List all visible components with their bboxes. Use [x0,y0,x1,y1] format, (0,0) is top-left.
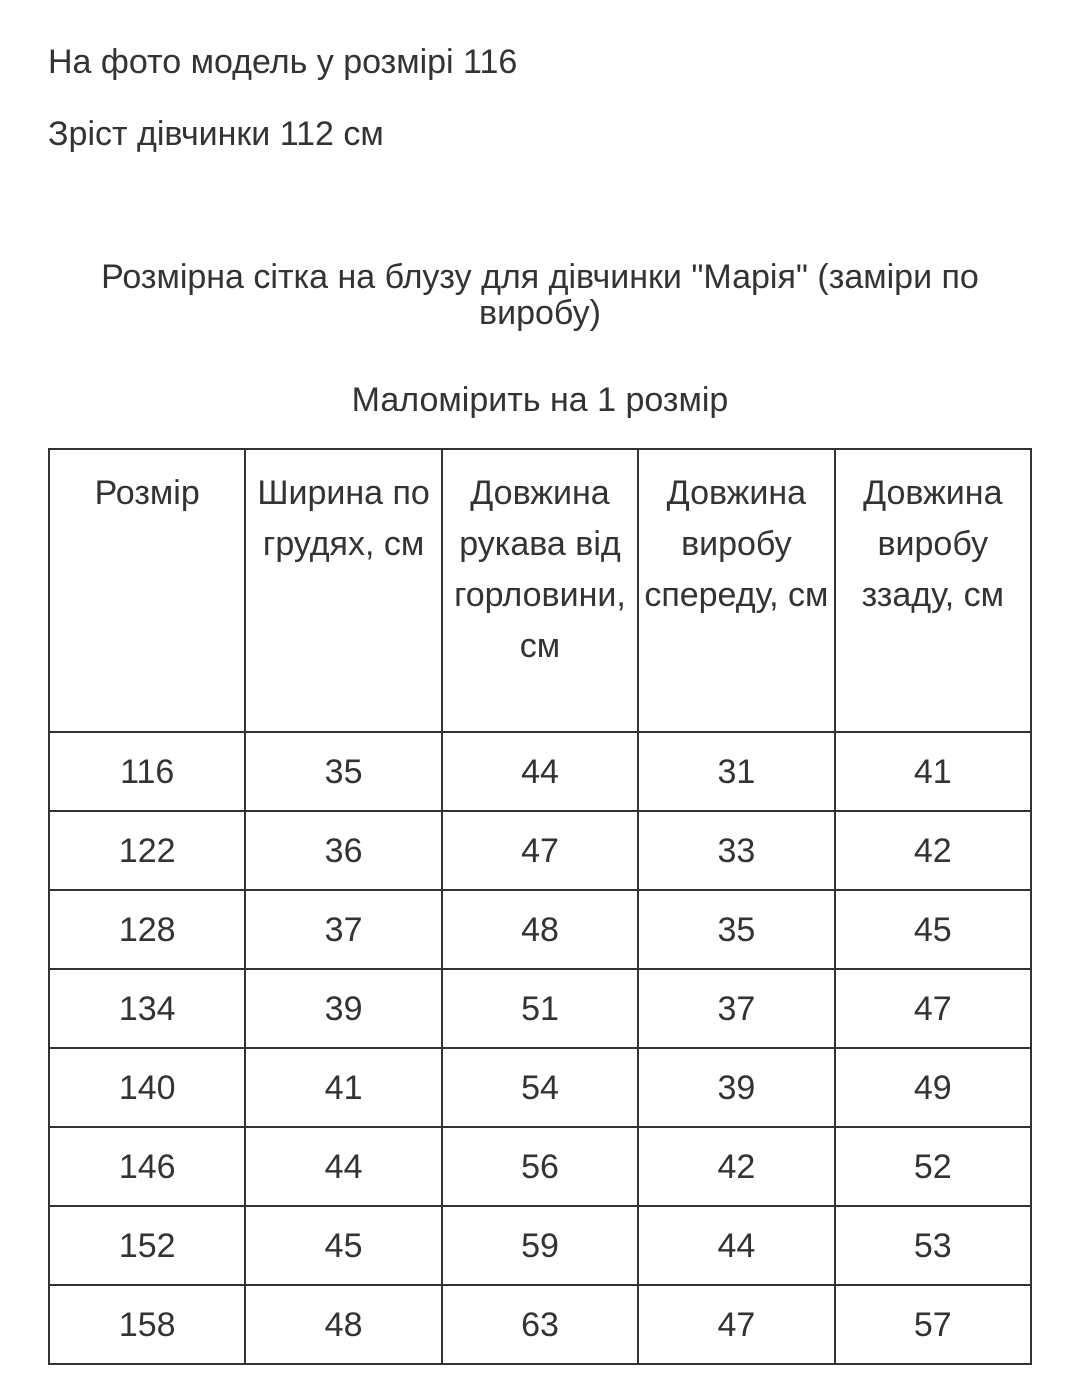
cell-front-length: 33 [638,811,834,890]
cell-size: 116 [49,732,245,811]
size-chart-title: Розмірна сітка на блузу для дівчинки "Марія" (заміри по виробу) [101,258,979,332]
size-table [48,448,1032,1365]
table-row [49,1127,1031,1206]
table-row [49,1285,1031,1364]
cell-sleeve-length: 51 [442,969,638,1048]
cell-back-length: 45 [835,890,1031,969]
header-sleeve-length: Довжина рукава від горловини, см [442,449,638,732]
cell-chest-width: 35 [245,732,441,811]
cell-sleeve-length: 47 [442,811,638,890]
cell-sleeve-length: 54 [442,1048,638,1127]
cell-back-length: 42 [835,811,1031,890]
header-chest-width: Ширина по грудях, см [245,449,441,732]
cell-front-length: 35 [638,890,834,969]
cell-chest-width: 44 [245,1127,441,1206]
cell-size: 128 [49,890,245,969]
cell-chest-width: 37 [245,890,441,969]
table-row [49,1206,1031,1285]
cell-back-length: 49 [835,1048,1031,1127]
cell-back-length: 53 [835,1206,1031,1285]
table-row [49,890,1031,969]
cell-front-length: 44 [638,1206,834,1285]
header-size: Розмір [49,449,245,732]
header-front-length: Довжина виробу спереду, см [638,449,834,732]
cell-back-length: 57 [835,1285,1031,1364]
cell-chest-width: 39 [245,969,441,1048]
cell-chest-width: 45 [245,1206,441,1285]
cell-front-length: 42 [638,1127,834,1206]
table-row [49,1048,1031,1127]
cell-sleeve-length: 44 [442,732,638,811]
cell-chest-width: 36 [245,811,441,890]
cell-chest-width: 41 [245,1048,441,1127]
model-size-note: На фото модель у розмірі 116 [48,43,518,81]
size-chart-subtitle: Маломірить на 1 розмір [351,381,729,419]
table-row [49,969,1031,1048]
girl-height-note: Зріст дівчинки 112 см [48,115,384,153]
table-row [49,732,1031,811]
cell-sleeve-length: 63 [442,1285,638,1364]
cell-size: 140 [49,1048,245,1127]
cell-size: 152 [49,1206,245,1285]
cell-front-length: 39 [638,1048,834,1127]
cell-sleeve-length: 56 [442,1127,638,1206]
cell-back-length: 47 [835,969,1031,1048]
cell-size: 158 [49,1285,245,1364]
cell-size: 146 [49,1127,245,1206]
cell-back-length: 52 [835,1127,1031,1206]
cell-size: 134 [49,969,245,1048]
cell-back-length: 41 [835,732,1031,811]
header-back-length: Довжина виробу ззаду, см [835,449,1031,732]
cell-chest-width: 48 [245,1285,441,1364]
cell-sleeve-length: 48 [442,890,638,969]
cell-front-length: 31 [638,732,834,811]
cell-front-length: 37 [638,969,834,1048]
cell-sleeve-length: 59 [442,1206,638,1285]
cell-front-length: 47 [638,1285,834,1364]
table-row [49,811,1031,890]
cell-size: 122 [49,811,245,890]
table-header-row [49,449,1031,732]
